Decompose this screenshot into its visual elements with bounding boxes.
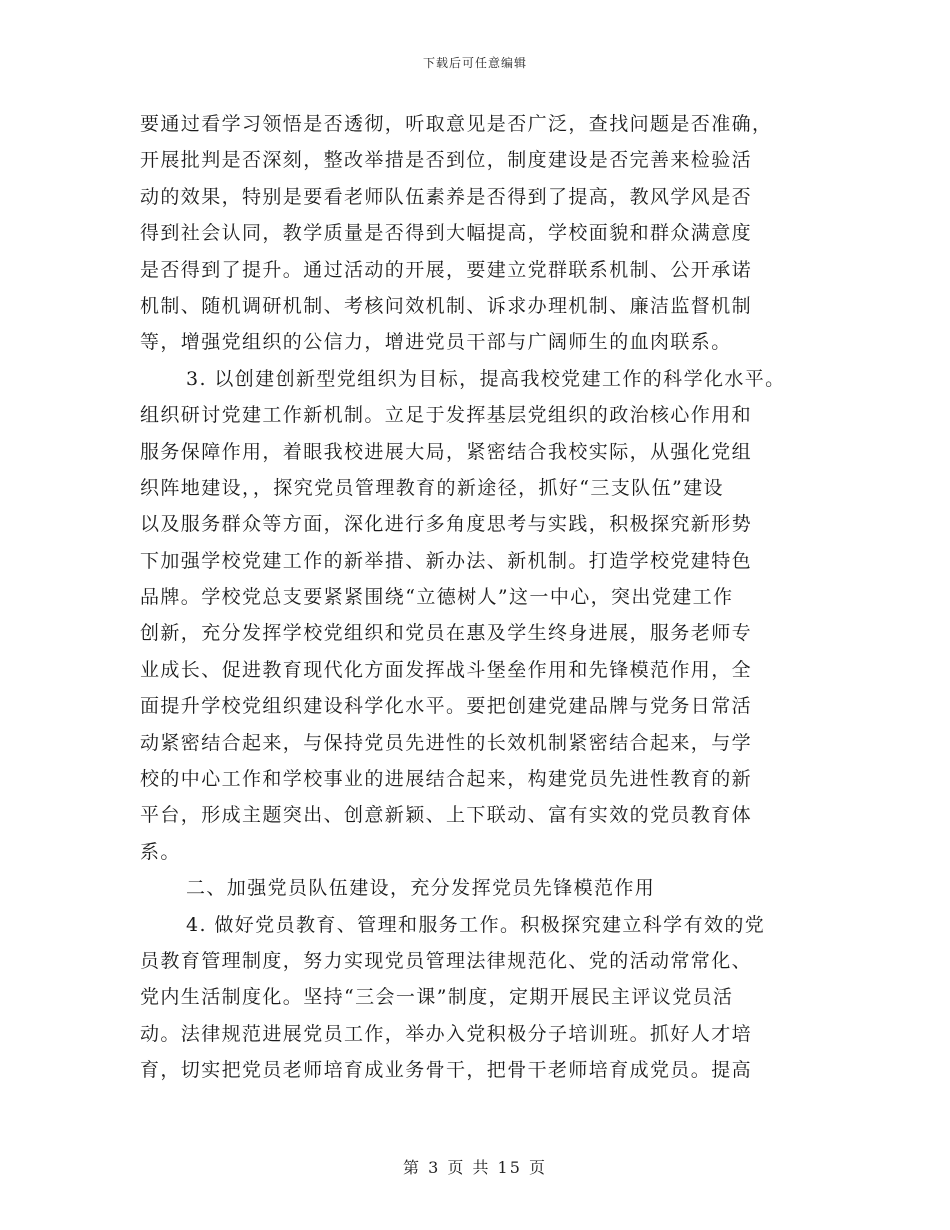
text-line: 党内生活制度化。坚持“三会一课”制度，定期开展民主评议党员活 xyxy=(140,986,734,1009)
text-line: 面提升学校党组织建设科学化水平。要把创建党建品牌与党务日常活 xyxy=(140,695,753,718)
text-line: 育，切实把党员老师培育成业务骨干，把骨干老师培育成党员。提高 xyxy=(140,1059,753,1082)
text-line: 开展批判是否深刻，整改举措是否到位，制度建设是否完善来检验活 xyxy=(140,149,753,172)
text-line: 业成长、促进教育现代化方面发挥战斗堡垒作用和先锋模范作用，全 xyxy=(140,658,753,681)
document-body xyxy=(140,106,820,1089)
text-line: 下加强学校党建工作的新举措、新办法、新机制。打造学校党建特色 xyxy=(140,549,753,572)
text-line: 得到社会认同，教学质量是否得到大幅提高，学校面貌和群众满意度 xyxy=(140,222,753,245)
text-line: 动紧密结合起来，与保持党员先进性的长效机制紧密结合起来，与学 xyxy=(140,731,753,754)
text-line: 动。法律规范进展党员工作，举办入党积极分子培训班。抓好人才培 xyxy=(140,1022,753,1045)
page-number: 第 3 页 共 15 页 xyxy=(403,1158,547,1177)
text-line: 机制、随机调研机制、考核问效机制、诉求办理机制、廉洁监督机制 xyxy=(140,294,753,317)
text-line: 要通过看学习领悟是否透彻，听取意见是否广泛，查找问题是否准确， xyxy=(140,113,773,135)
text-line: 4. 做好党员教育、管理和服务工作。积极探究建立科学有效的党 xyxy=(186,913,766,936)
text-line: 品牌。学校党总支要紧紧围绕“立德树人”这一中心，突出党建工作 xyxy=(140,586,734,609)
page-header: 下载后可任意编辑 xyxy=(422,56,527,70)
text-line: 平台，形成主题突出、创意新颖、上下联动、富有实效的党员教育体 xyxy=(140,804,753,827)
text-line: 组织研讨党建工作新机制。立足于发挥基层党组织的政治核心作用和 xyxy=(140,404,753,427)
text-line: 员教育管理制度，努力实现党员管理法律规范化、党的活动常常化、 xyxy=(140,949,753,972)
text-line: 织阵地建设，，探究党员管理教育的新途径，抓好“三支队伍”建设 xyxy=(140,476,724,499)
text-line: 动的效果，特别是要看老师队伍素养是否得到了提高，教风学风是否 xyxy=(140,185,753,208)
text-line: 等，增强党组织的公信力，增进党员干部与广阔师生的血肉联系。 xyxy=(140,331,732,354)
text-line: 创新，充分发挥学校党组织和党员在惠及学生终身进展，服务老师专 xyxy=(140,622,753,645)
text-line: 3. 以创建创新型党组织为目标，提高我校党建工作的科学化水平。 xyxy=(186,367,786,390)
section-heading: 二、加强党员队伍建设，充分发挥党员先锋模范作用 xyxy=(186,877,656,900)
text-line: 系。 xyxy=(140,840,181,863)
text-line: 以及服务群众等方面，深化进行多角度思考与实践，积极探究新形势 xyxy=(140,513,753,536)
text-line: 校的中心工作和学校事业的进展结合起来，构建党员先进性教育的新 xyxy=(140,768,753,791)
text-line: 是否得到了提升。通过活动的开展，要建立党群联系机制、公开承诺 xyxy=(140,258,753,281)
text-line: 服务保障作用，着眼我校进展大局，紧密结合我校实际，从强化党组 xyxy=(140,440,753,463)
